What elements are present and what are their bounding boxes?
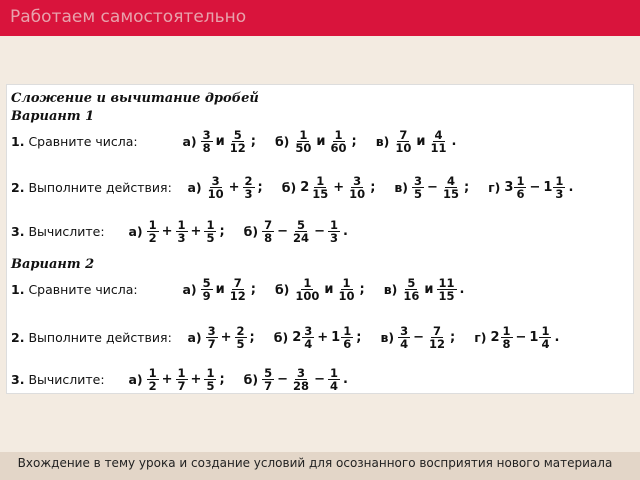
fraction-body: [437, 277, 457, 302]
task-item: [187, 325, 257, 350]
denominator: 4: [541, 337, 550, 351]
denominator: 15: [438, 289, 455, 303]
denominator: 16: [403, 289, 420, 303]
fraction: [328, 219, 340, 244]
task-row: [11, 219, 367, 244]
task-item: [244, 219, 351, 244]
fraction-body: [501, 325, 513, 350]
denominator: 5: [206, 379, 215, 393]
numerator: 1: [303, 276, 312, 290]
denominator: 5: [236, 337, 245, 351]
fraction: [201, 277, 213, 302]
denominator: 3: [329, 231, 338, 245]
denominator: 28: [293, 379, 310, 393]
numerator: 1: [206, 366, 215, 380]
fraction-body: [228, 129, 248, 154]
operator: и: [316, 134, 326, 149]
operator: ;: [359, 282, 365, 297]
task-item: [274, 325, 365, 350]
fraction-body: [235, 325, 247, 350]
numerator: 5: [407, 276, 416, 290]
numerator: 5: [264, 366, 273, 380]
operator: −: [529, 180, 541, 195]
item-letter: в): [380, 330, 395, 345]
fraction: [228, 277, 248, 302]
fraction-body: [310, 175, 330, 200]
task-item: [182, 277, 259, 302]
numerator: 1: [177, 218, 186, 232]
fraction-body: [328, 367, 340, 392]
fraction-body: [514, 175, 526, 200]
numerator: 1: [502, 324, 511, 338]
task-text: Сравните числа:: [28, 134, 138, 149]
denominator: 5: [206, 231, 215, 245]
denominator: 7: [207, 337, 216, 351]
item-letter: в): [394, 180, 409, 195]
task-text: Вычислите:: [28, 372, 105, 387]
fraction: [393, 129, 413, 154]
denominator: 9: [202, 289, 211, 303]
task-item: [394, 175, 472, 200]
fraction-body: [201, 129, 213, 154]
fraction-body: [204, 367, 216, 392]
operator: −: [277, 372, 289, 387]
operator: +: [333, 180, 345, 195]
operator: .: [451, 134, 457, 149]
operator: и: [416, 134, 426, 149]
fraction-body: [243, 175, 255, 200]
worksheet-title: Сложение и вычитание дробей: [11, 91, 259, 106]
numerator: 1: [334, 128, 343, 142]
task-number: 1.: [11, 282, 25, 297]
operator: .: [342, 372, 348, 387]
fraction: [429, 129, 449, 154]
item-letter: а): [128, 224, 143, 239]
numerator: 1: [541, 324, 550, 338]
task-item: [474, 325, 562, 350]
denominator: 12: [229, 289, 246, 303]
item-letter: а): [187, 330, 202, 345]
denominator: 3: [244, 187, 253, 201]
fraction: [262, 219, 274, 244]
task-item: [244, 367, 351, 392]
fraction-body: [398, 325, 410, 350]
numerator: 7: [432, 324, 441, 338]
fraction-body: [262, 367, 274, 392]
numerator: 4: [434, 128, 443, 142]
worksheet: [6, 84, 634, 394]
numerator: 3: [297, 366, 306, 380]
fraction-body: [204, 219, 216, 244]
item-letter: г): [474, 330, 487, 345]
fraction: [293, 277, 321, 302]
fraction-body: [147, 219, 159, 244]
fraction: [401, 277, 421, 302]
operator: −: [277, 224, 289, 239]
numerator: 7: [233, 276, 242, 290]
fraction-body: [401, 277, 421, 302]
task-text: Выполните действия:: [28, 180, 172, 195]
numerator: 3: [211, 174, 220, 188]
fraction: [204, 219, 216, 244]
operator: ;: [250, 282, 256, 297]
whole-part: 3: [504, 180, 514, 195]
operator: ;: [450, 330, 456, 345]
item-letter: а): [182, 282, 197, 297]
fraction-body: [427, 325, 447, 350]
task-item: [275, 277, 368, 302]
numerator: 3: [207, 324, 216, 338]
fraction: [235, 325, 247, 350]
fraction-body: [553, 175, 565, 200]
fraction: [329, 129, 349, 154]
task-text: Вычислите:: [28, 224, 105, 239]
denominator: 50: [295, 141, 312, 155]
fraction-body: [206, 175, 226, 200]
denominator: 24: [293, 231, 310, 245]
fraction-body: [429, 129, 449, 154]
task-number: 2.: [11, 180, 25, 195]
mixed-number: [292, 325, 314, 350]
operator: ;: [463, 180, 470, 195]
item-letter: г): [488, 180, 501, 195]
denominator: 8: [202, 141, 211, 155]
denominator: 3: [177, 231, 186, 245]
operator: ;: [219, 372, 225, 387]
numerator: 3: [353, 174, 362, 188]
fraction-body: [147, 367, 159, 392]
fraction-body: [206, 325, 218, 350]
denominator: 10: [338, 289, 355, 303]
fraction-body: [293, 129, 313, 154]
operator: ;: [250, 134, 256, 149]
numerator: 1: [555, 174, 564, 188]
operator: ;: [249, 330, 255, 345]
footer-text: Вхождение в тему урока и создание условий для осознанного восприятия нового материала: [17, 456, 613, 470]
fraction-body: [291, 219, 311, 244]
task-text: Сравните числа:: [28, 282, 138, 297]
denominator: 10: [395, 141, 412, 155]
fraction-body: [412, 175, 424, 200]
fraction-body: [291, 367, 311, 392]
denominator: 100: [295, 289, 320, 303]
task-row: [11, 129, 475, 154]
operator: −: [314, 224, 325, 239]
slide-title: Работаем самостоятельно: [10, 7, 247, 27]
denominator: 60: [330, 141, 347, 155]
fraction-body: [228, 277, 248, 302]
numerator: 5: [297, 218, 306, 232]
fraction-body: [393, 129, 413, 154]
item-letter: б): [274, 282, 290, 297]
denominator: 6: [516, 187, 525, 201]
fraction: [328, 367, 340, 392]
denominator: 7: [264, 379, 273, 393]
task-row: [11, 277, 483, 302]
fraction: [291, 367, 311, 392]
item-letter: б): [243, 372, 259, 387]
item-letter: в): [375, 134, 390, 149]
fraction-body: [337, 277, 357, 302]
numerator: 1: [206, 218, 215, 232]
task-row: [11, 325, 578, 350]
operator: ;: [257, 180, 263, 195]
variant-label: Вариант 1: [11, 109, 95, 124]
numerator: 1: [329, 366, 338, 380]
fraction: [291, 219, 311, 244]
task-item: [488, 175, 576, 200]
task-item: [380, 325, 458, 350]
fraction: [228, 129, 248, 154]
fraction: [206, 325, 218, 350]
operator: .: [568, 180, 574, 195]
whole-part: 1: [529, 330, 539, 345]
numerator: 2: [244, 174, 253, 188]
numerator: 1: [342, 276, 351, 290]
fraction: [201, 129, 213, 154]
numerator: 3: [400, 324, 409, 338]
mixed-number: [490, 325, 512, 350]
task-number: 3.: [11, 224, 25, 239]
fraction-body: [201, 277, 213, 302]
numerator: 7: [264, 218, 273, 232]
task-item: [282, 175, 379, 200]
task-number: 1.: [11, 134, 25, 149]
fraction: [412, 175, 424, 200]
item-letter: б): [274, 134, 290, 149]
item-letter: а): [182, 134, 197, 149]
task-number: 2.: [11, 330, 25, 345]
fraction: [337, 277, 357, 302]
numerator: 1: [343, 324, 352, 338]
fraction-body: [262, 219, 274, 244]
numerator: 3: [202, 128, 211, 142]
operator: ;: [370, 180, 376, 195]
fraction-body: [176, 367, 188, 392]
fraction: [176, 219, 188, 244]
numerator: 5: [202, 276, 211, 290]
mixed-number: [529, 325, 551, 350]
numerator: 4: [446, 174, 455, 188]
mixed-number: [543, 175, 565, 200]
numerator: 11: [438, 276, 455, 290]
denominator: 12: [428, 337, 445, 351]
denominator: 2: [148, 231, 157, 245]
fraction-body: [176, 219, 188, 244]
denominator: 5: [414, 187, 423, 201]
denominator: 2: [148, 379, 157, 393]
item-letter: б): [273, 330, 289, 345]
task-item: [182, 129, 259, 154]
denominator: 12: [229, 141, 246, 155]
operator: +: [220, 330, 232, 345]
mixed-number: [504, 175, 526, 200]
task-item: [384, 277, 468, 302]
fraction: [347, 175, 367, 200]
fraction: [204, 367, 216, 392]
denominator: 8: [502, 337, 511, 351]
fraction-body: [328, 219, 340, 244]
denominator: 8: [264, 231, 273, 245]
fraction-body: [341, 325, 353, 350]
denominator: 10: [349, 187, 366, 201]
operator: и: [215, 134, 225, 149]
operator: −: [413, 330, 424, 345]
fraction: [398, 325, 410, 350]
fraction-body: [539, 325, 551, 350]
mixed-number: [331, 325, 353, 350]
operator: и: [324, 282, 334, 297]
operator: и: [215, 282, 225, 297]
operator: +: [317, 330, 329, 345]
item-letter: б): [281, 180, 297, 195]
denominator: 7: [177, 379, 186, 393]
operator: +: [190, 224, 202, 239]
mixed-number: [300, 175, 330, 200]
numerator: 3: [304, 324, 313, 338]
fraction: [437, 277, 457, 302]
header-bar: [0, 0, 640, 36]
whole-part: 2: [490, 330, 500, 345]
numerator: 1: [177, 366, 186, 380]
operator: и: [424, 282, 434, 297]
denominator: 6: [343, 337, 352, 351]
task-text: Выполните действия:: [28, 330, 172, 345]
denominator: 3: [555, 187, 564, 201]
task-item: [376, 129, 460, 154]
fraction: [441, 175, 461, 200]
operator: ;: [219, 224, 225, 239]
denominator: 4: [329, 379, 338, 393]
operator: +: [161, 224, 173, 239]
fraction: [293, 129, 313, 154]
fraction-body: [302, 325, 314, 350]
fraction-body: [293, 277, 321, 302]
fraction: [147, 367, 159, 392]
operator: −: [314, 372, 325, 387]
task-item: [128, 219, 227, 244]
fraction: [427, 325, 447, 350]
fraction: [262, 367, 274, 392]
numerator: 1: [316, 174, 325, 188]
task-row: [11, 175, 592, 200]
numerator: 1: [329, 218, 338, 232]
numerator: 1: [148, 366, 157, 380]
fraction-body: [329, 129, 349, 154]
operator: +: [161, 372, 173, 387]
footer-bar: [0, 452, 640, 480]
whole-part: 2: [292, 330, 302, 345]
task-item: [128, 367, 227, 392]
task-item: [187, 175, 265, 200]
whole-part: 2: [300, 180, 310, 195]
numerator: 1: [516, 174, 525, 188]
numerator: 1: [148, 218, 157, 232]
denominator: 4: [400, 337, 409, 351]
denominator: 11: [430, 141, 447, 155]
fraction: [176, 367, 188, 392]
fraction: [243, 175, 255, 200]
task-item: [275, 129, 360, 154]
operator: −: [427, 180, 438, 195]
denominator: 10: [207, 187, 224, 201]
denominator: 4: [304, 337, 313, 351]
operator: ;: [351, 134, 357, 149]
numerator: 3: [414, 174, 423, 188]
numerator: 2: [236, 324, 245, 338]
task-number: 3.: [11, 372, 25, 387]
item-letter: б): [243, 224, 259, 239]
operator: ;: [356, 330, 362, 345]
fraction-body: [441, 175, 461, 200]
operator: .: [554, 330, 560, 345]
whole-part: 1: [331, 330, 341, 345]
fraction: [147, 219, 159, 244]
operator: +: [228, 180, 240, 195]
numerator: 1: [299, 128, 308, 142]
operator: .: [459, 282, 465, 297]
item-letter: а): [128, 372, 143, 387]
operator: .: [342, 224, 348, 239]
numerator: 7: [399, 128, 408, 142]
whole-part: 1: [543, 180, 553, 195]
variant-label: Вариант 2: [11, 257, 95, 272]
task-row: [11, 367, 367, 392]
item-letter: а): [187, 180, 202, 195]
denominator: 15: [312, 187, 329, 201]
item-letter: в): [383, 282, 398, 297]
fraction-body: [347, 175, 367, 200]
operator: −: [515, 330, 527, 345]
operator: +: [190, 372, 202, 387]
numerator: 5: [233, 128, 242, 142]
denominator: 15: [442, 187, 459, 201]
fraction: [206, 175, 226, 200]
